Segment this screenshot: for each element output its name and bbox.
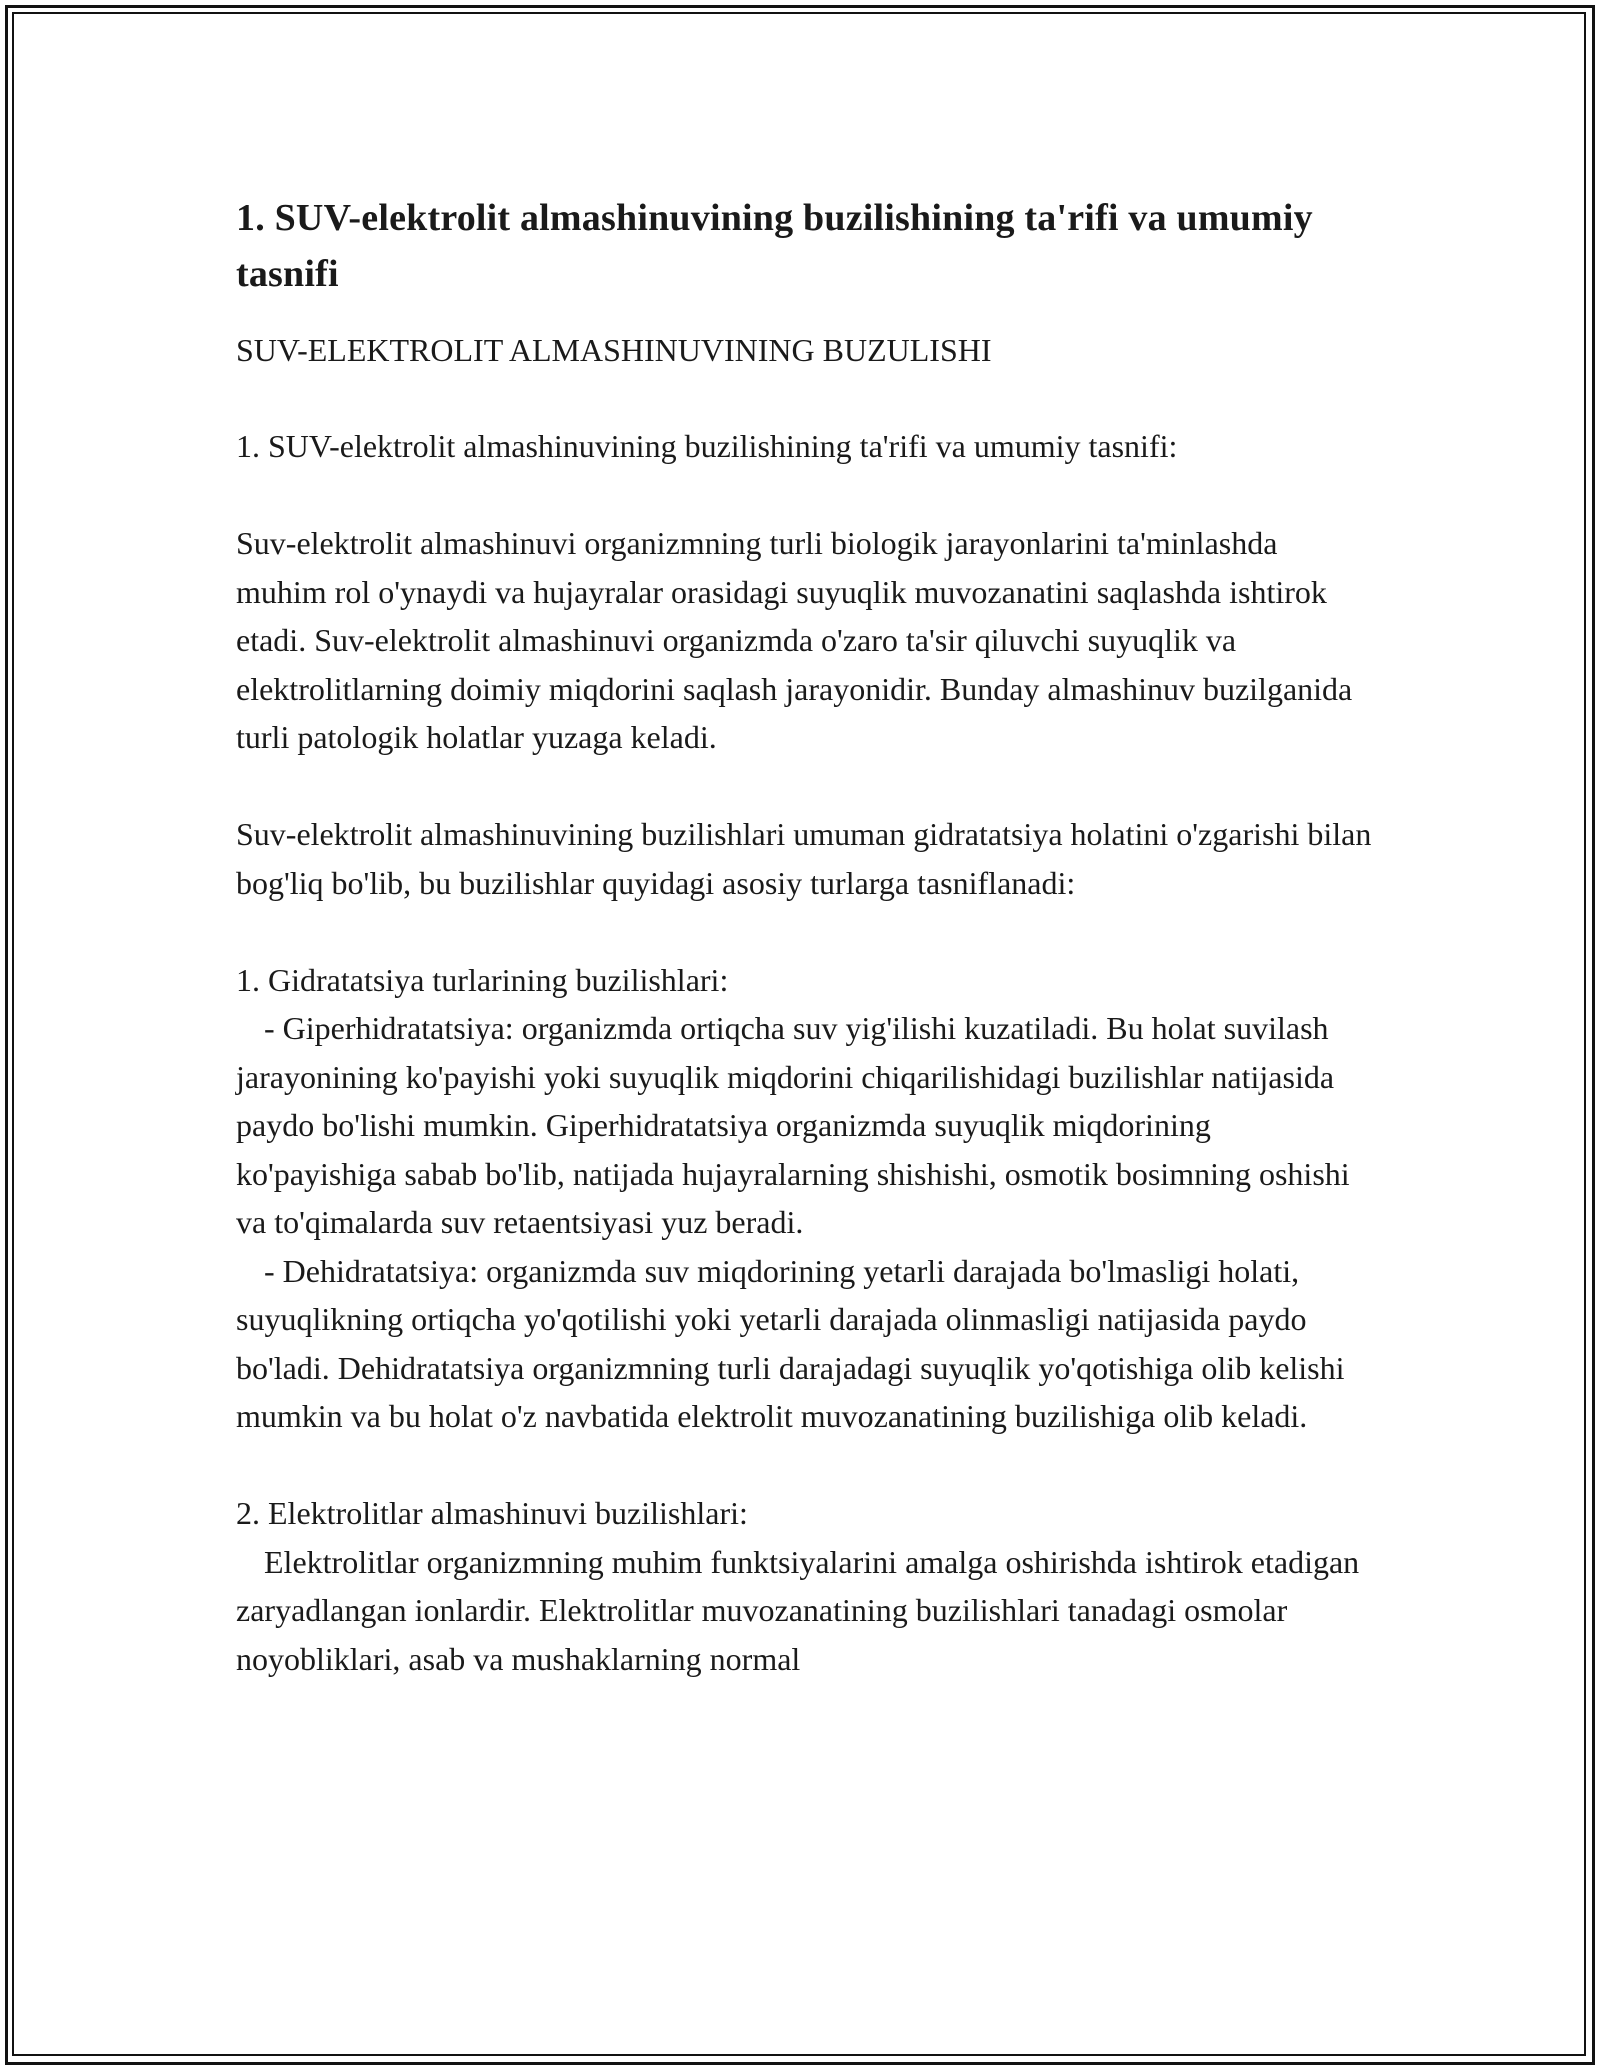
paragraph-1: Suv-elektrolit almashinuvi organizmning turli biologik jarayonlarini ta'minlashda muhim rol o'ynaydi va hujayralar orasidagi suyuqlik muvozanatini saqlashda ishtirok etadi. Suv-elektrolit almashinuvi organizmda o'zaro ta'sir qiluvchi suyuqlik va elektrolitlarning doimiy miqdorini saqlash jarayonidir. Bunday almashinuv buzilganida turli patologik holatlar yuzaga keladi. <box>236 525 1353 755</box>
list-1-item-giperhidratatsiya <box>236 1004 1376 1247</box>
document-page <box>236 190 1376 1683</box>
list-block-1 <box>236 956 1376 1441</box>
list-1-item-b-text: - Dehidratatsiya: organizmda suv miqdorining yetarli darajada bo'lmasligi holati, suyuqlikning ortiqcha yo'qotilishi yoki yetarli darajada olinmasligi natijasida paydo bo'ladi. Dehidratatsiya organizmning turli darajadagi suyuqlik yo'qotishiga olib kelishi mumkin va bu holat o'z navbatida elektrolit muvozanatining buzilishiga olib keladi. <box>236 1252 1345 1434</box>
document-heading: 1. SUV-elektrolit almashinuvining buzilishining ta'rifi va umumiy tasnifi <box>236 197 1313 295</box>
list-2-item-elektrolitlar <box>236 1538 1376 1684</box>
section-title: SUV-ELEKTROLIT ALMASHINUVINING BUZULISHI <box>236 332 992 368</box>
list-1-item-dehidratatsiya <box>236 1247 1376 1441</box>
list-2-item-a-text: Elektrolitlar organizmning muhim funktsiyalarini amalga oshirishda ishtirok etadigan zaryadlangan ionlardir. Elektrolitlar muvozanatining buzilishlari tanadagi osmolar noyobliklari, asab va mushaklarning normal <box>236 1543 1360 1677</box>
list-block-2 <box>236 1489 1376 1683</box>
list-1-heading: 1. Gidratatsiya turlarining buzilishlari: <box>236 961 729 998</box>
list-2-heading: 2. Elektrolitlar almashinuvi buzilishlari: <box>236 1495 748 1531</box>
paragraph-2: Suv-elektrolit almashinuvining buzilishlari umuman gidratatsiya holatini o'zgarishi bilan bog'liq bo'lib, bu buzilishlar quyidagi asosiy turlarga tasniflanadi: <box>236 816 1372 901</box>
intro-line: 1. SUV-elektrolit almashinuvining buzilishining ta'rifi va umumiy tasnifi: <box>236 428 1178 464</box>
list-1-item-a-text: - Giperhidratatsiya: organizmda ortiqcha suv yig'ilishi kuzatiladi. Bu holat suvilash jarayonining ko'payishi yoki suyuqlik miqdorini chiqarilishidagi buzilishlar natijasida paydo bo'lishi mumkin. Giperhidratatsiya organizmda suyuqlik miqdorining ko'payishiga sabab bo'lib, natijada hujayralarning shishishi, osmotik bosimning oshishi va to'qimalarda suv retaentsiyasi yuz beradi. <box>236 1010 1350 1240</box>
